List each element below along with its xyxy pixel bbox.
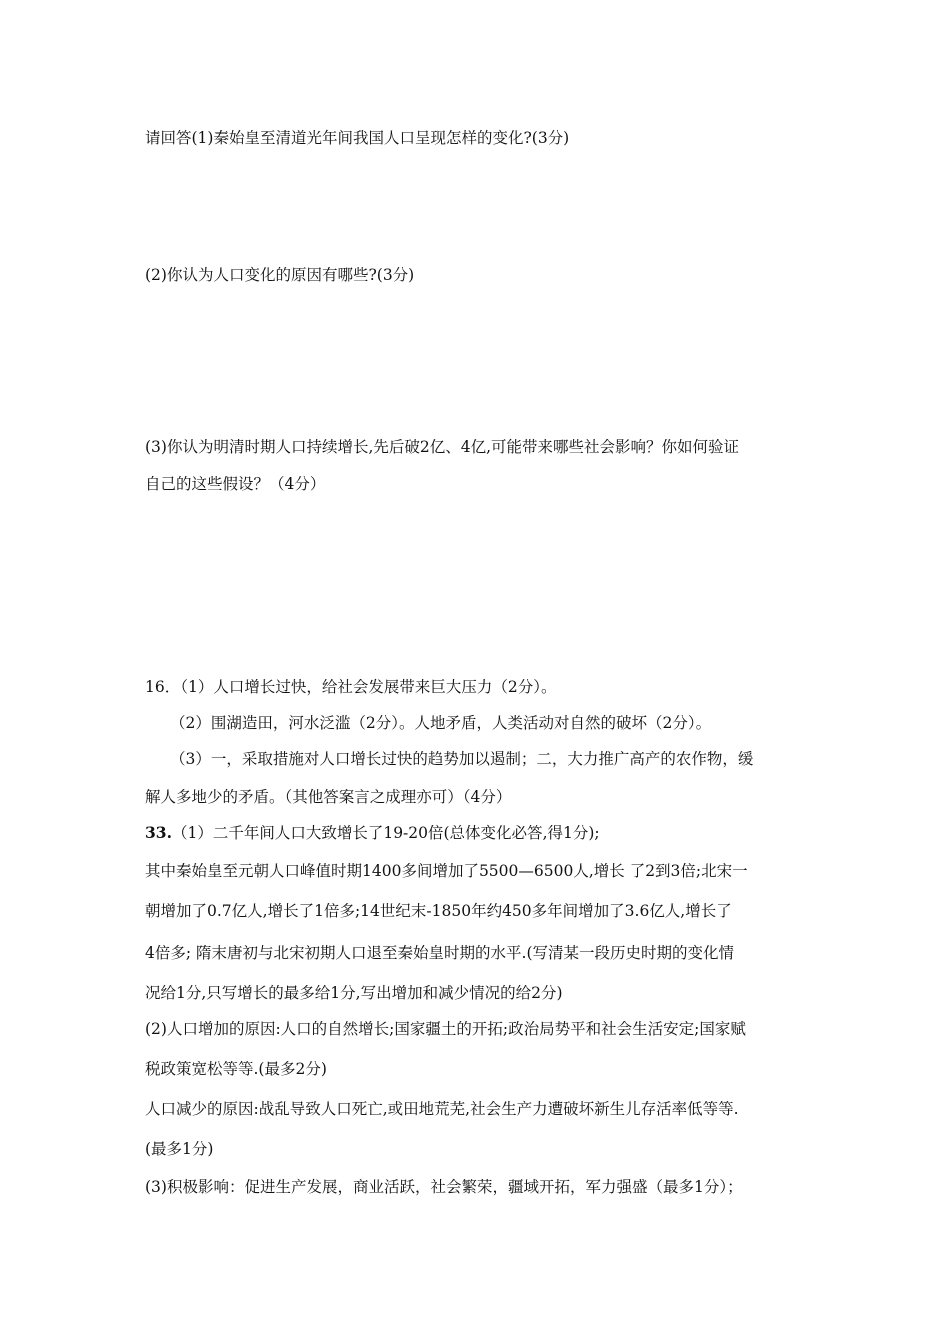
answer-33-line-4: 4倍多; 隋末唐初与北宋初期人口退至秦始皇时期的水平.(写清某一段历史时期的变化情: [145, 944, 734, 962]
answer-16-line-2: （2）围湖造田，河水泛滥（2分）。人地矛盾，人类活动对自然的破坏（2分）。: [170, 714, 712, 732]
answer-33-line-6: (2)人口增加的原因:人口的自然增长;国家疆土的开拓;政治局势平和社会生活安定;国家赋: [145, 1020, 746, 1038]
answer-33-line-8: 人口减少的原因:战乱导致人口死亡,或田地荒芜,社会生产力遭破坏新生儿存活率低等等.: [145, 1100, 739, 1118]
answer-33-line-2: 其中秦始皇至元朝人口峰值时期1400多间增加了5500—6500人,增长 了2到3倍;北宋一: [145, 862, 748, 880]
question-1: 请回答(1)秦始皇至清道光年间我国人口呈现怎样的变化?(3分): [145, 129, 570, 147]
answer-33-line-3: 朝增加了0.7亿人,增长了1倍多;14世纪末-1850年约450多年间增加了3.6亿人,增长了: [145, 902, 732, 920]
answer-33-line-5: 况给1分,只写增长的最多给1分,写出增加和减少情况的给2分): [145, 984, 563, 1002]
answer-16-line-4: 解人多地少的矛盾。（其他答案言之成理亦可）（4分）: [145, 788, 512, 806]
question-3-line-2: 自己的这些假设？（4分）: [145, 475, 326, 493]
question-3-line-1: (3)你认为明清时期人口持续增长,先后破2亿、4亿,可能带来哪些社会影响？你如何验证: [145, 438, 740, 456]
question-2: (2)你认为人口变化的原因有哪些?(3分): [145, 266, 415, 284]
answer-16-line-3: （3）一，采取措施对人口增长过快的趋势加以遏制；二，大力推广高产的农作物，缓: [170, 750, 754, 768]
answer-33-line-1: [145, 822, 600, 844]
answer-33-number: 33.: [145, 823, 172, 842]
answer-33-line-9: (最多1分): [145, 1140, 214, 1158]
answer-33-line-10: (3)积极影响：促进生产发展，商业活跃，社会繁荣，疆域开拓，军力强盛（最多1分）；: [145, 1178, 743, 1196]
answer-33-part-1: （1）二千年间人口大致增长了19-20倍(总体变化必答,得1分);: [171, 824, 600, 842]
answer-16-line-1: 16．（1）人口增长过快，给社会发展带来巨大压力（2分）。: [145, 678, 557, 696]
answer-33-line-7: 税政策宽松等等.(最多2分): [145, 1060, 327, 1078]
